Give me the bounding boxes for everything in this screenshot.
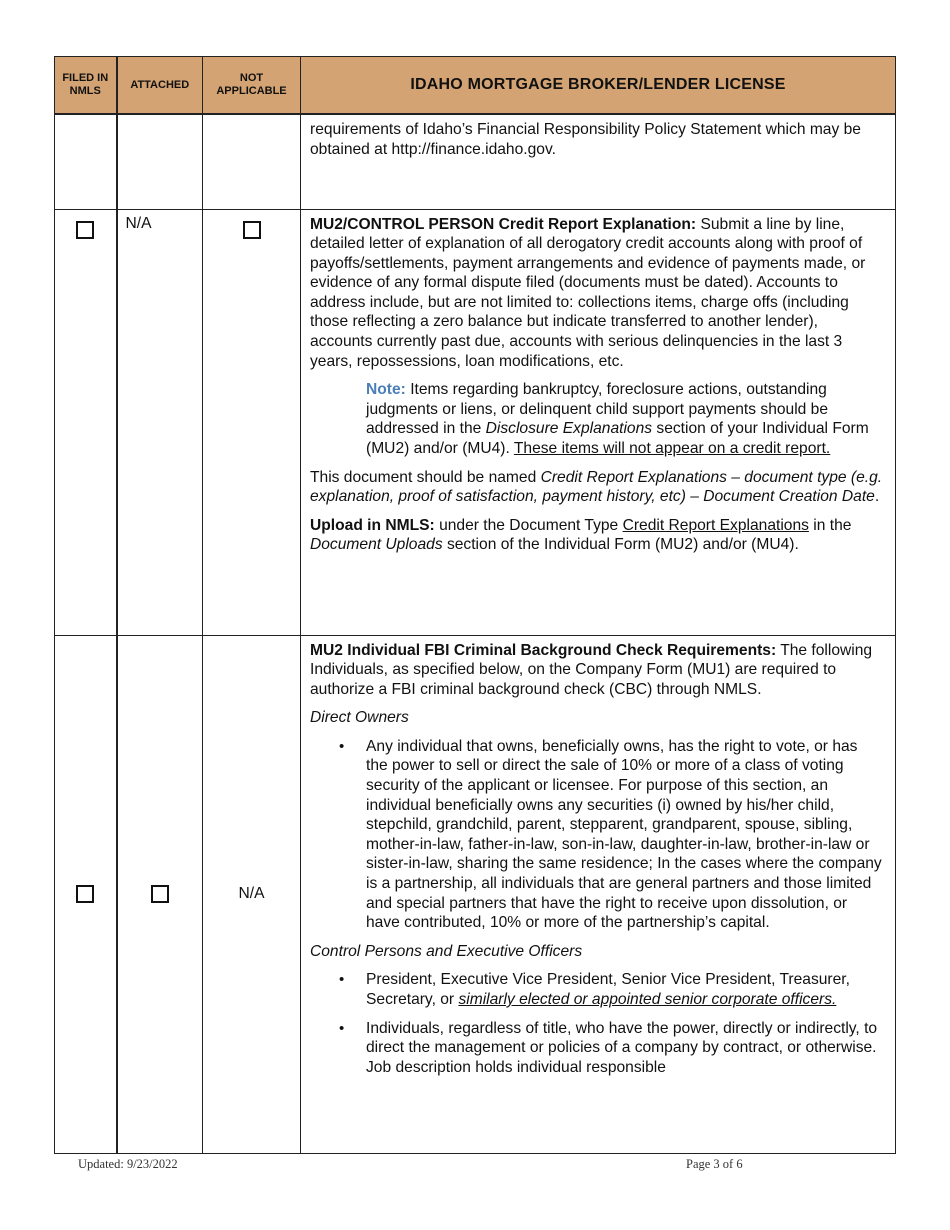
upload-paragraph	[310, 516, 883, 555]
control-persons-list	[310, 970, 883, 1077]
list-item	[366, 970, 883, 1009]
note-underlined: These items will not appear on a credit report.	[513, 440, 831, 458]
not-applicable-cell	[203, 114, 301, 209]
direct-owners-label	[310, 708, 883, 728]
header-title: IDAHO MORTGAGE BROKER/LENDER LICENSE	[301, 57, 896, 115]
header-attached: ATTACHED	[117, 57, 203, 115]
not-applicable-cell	[203, 209, 301, 635]
control-bullet-italic: similarly elected or appointed senior corporate officers.	[458, 991, 837, 1008]
note-label: Note:	[366, 381, 406, 399]
credit-report-body: Submit a line by line, detailed letter of explanation of all derogatory credit accounts along with proof of payoffs/settlements, payment arrangements and evidence of payments made, or evidence of any formal dispute filed (documents must be dated). Accounts to address include, but are not limited to: collections items, charge offs (including those reflecting a zero balance but indicate transferred to another lender), accounts currently past due, accounts with serious delinquencies in the last 3 years, repossessions, loan modifications, etc.	[310, 215, 866, 370]
fbi-paragraph	[310, 641, 883, 700]
requirement-text	[301, 209, 896, 635]
not-applicable-checkbox[interactable]	[243, 221, 261, 239]
not-applicable-cell	[203, 635, 301, 1153]
upload-section: Document Uploads	[310, 536, 443, 554]
attached-cell	[117, 114, 203, 209]
credit-report-heading: MU2/CONTROL PERSON Credit Report Explanation:	[310, 215, 697, 233]
footer-page-number: Page 3 of 6	[686, 1157, 743, 1171]
upload-text: under the Document Type	[434, 516, 623, 534]
header-filed-in-nmls: FILED IN NMLS	[55, 57, 117, 115]
filed-cell	[55, 635, 117, 1153]
financial-responsibility-text: requirements of Idaho’s Financial Responsibility Policy Statement which may be obtained at http://finance.idaho.gov.	[310, 121, 861, 158]
upload-text-2: in the	[808, 516, 852, 534]
list-item: • Any individual that owns, beneficially owns, has the right to vote, or has the power to sell or direct the sale of 10% or more of a class of voting security of the applicant or licensee. For purpose of this section, an individual beneficially owns any securities (i) owned by his/her child, stepchild, grandchild, parent, stepparent, grandparent, spouse, sibling, mother-in-law, father-in-law, son-in-law, daughter-in-law, brother-in-law or sister-in-law, sharing the same residence; In the cases where the company is a partnership, all individuals that are general partners and those limited and special partners that have the right to receive upon dissolution, or have contributed, 10% or more of the partnership’s capital.	[366, 737, 883, 933]
table-header-row	[55, 57, 896, 115]
attached-cell	[117, 209, 203, 635]
fbi-intro: The following Individuals, as specified below, on the Company Form (MU1) are required to authorize a FBI criminal background check (CBC) through NMLS.	[310, 641, 873, 698]
note-disclosure-explanations: Disclosure Explanations	[485, 420, 653, 438]
naming-suffix: .	[874, 488, 880, 506]
control-bullet-text: President, Executive Vice President, Senior Vice President, Treasurer, Secretary, or	[366, 971, 850, 1008]
upload-label: Upload in NMLS:	[310, 516, 435, 534]
upload-text-3: section of the Individual Form (MU2) and/or (MU4).	[442, 536, 799, 554]
filed-cell	[55, 114, 117, 209]
filed-checkbox[interactable]	[76, 885, 94, 903]
credit-report-paragraph	[310, 215, 883, 372]
requirement-text	[301, 114, 896, 209]
naming-paragraph	[310, 468, 883, 507]
upload-doctype: Credit Report Explanations	[622, 516, 809, 534]
footer-updated: Updated: 9/23/2022	[78, 1157, 178, 1171]
naming-prefix: This document should be named	[310, 468, 541, 486]
attached-cell	[117, 635, 203, 1153]
control-persons-label-text: Control Persons and Executive Officers	[310, 942, 583, 960]
attached-na: N/A	[125, 214, 152, 232]
table-row-fbi-check	[55, 635, 896, 1153]
header-not-applicable: NOT APPLICABLE	[203, 57, 301, 115]
control-persons-label	[310, 942, 883, 962]
naming-italic: Credit Report Explanations – document type (e.g. explanation, proof of satisfaction, payment history, etc) – Document Creation Date	[310, 468, 883, 506]
not-applicable-na: N/A	[238, 885, 265, 902]
list-item: • Individuals, regardless of title, who have the power, directly or indirectly, to direct the management or policies of a company by contract, or otherwise. Job description holds individual responsible	[366, 1019, 883, 1078]
note-text-2: section of your Individual Form (MU2) and/or (MU4).	[366, 420, 869, 458]
direct-owners-list	[310, 737, 883, 933]
fbi-heading: MU2 Individual FBI Criminal Background Check Requirements:	[310, 641, 777, 659]
requirement-text	[301, 635, 896, 1153]
note-paragraph	[366, 380, 883, 458]
direct-owners-label-text: Direct Owners	[310, 709, 409, 727]
filed-cell	[55, 209, 117, 635]
table-row-financial-responsibility	[55, 114, 896, 209]
note-text: Items regarding bankruptcy, foreclosure actions, outstanding judgments or liens, or delinquent child support payments should be addressed in the	[366, 381, 829, 438]
license-checklist-table	[54, 56, 896, 1154]
filed-checkbox[interactable]	[76, 221, 94, 239]
table-row-credit-report	[55, 209, 896, 635]
attached-checkbox[interactable]	[151, 885, 169, 903]
